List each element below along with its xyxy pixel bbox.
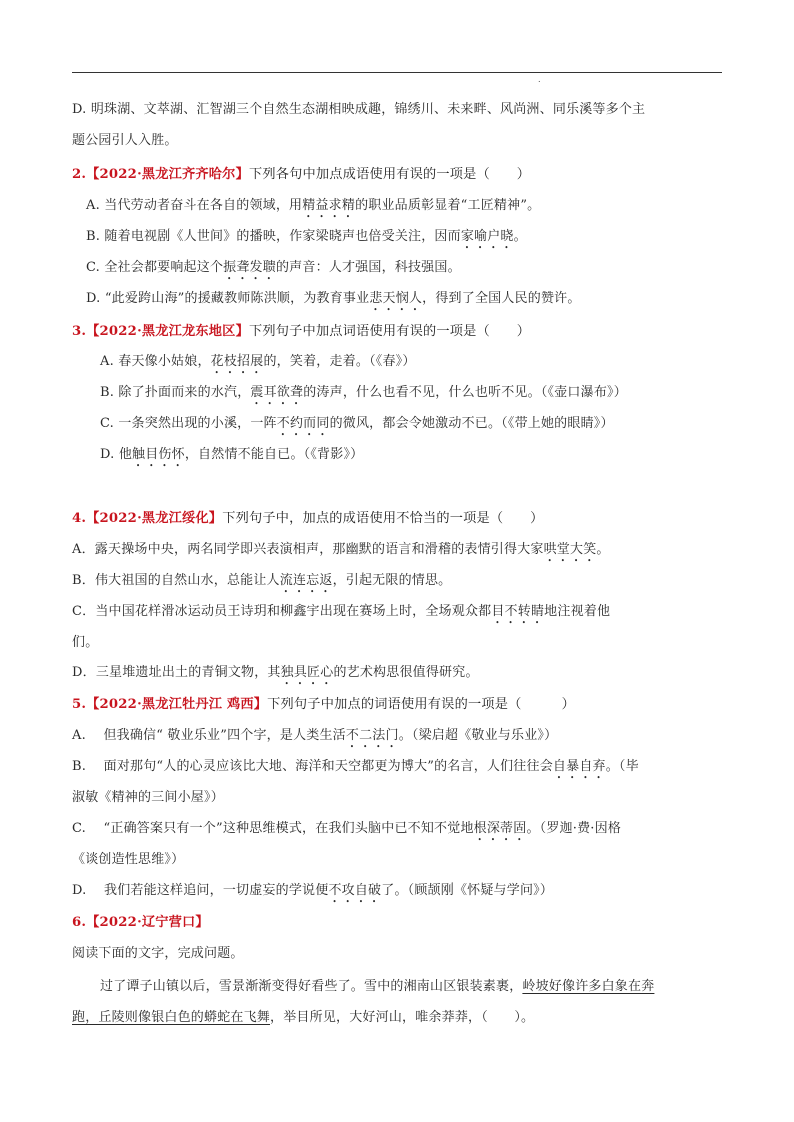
q4-a-pre: A．露天操场中央，两名同学即兴表演相声，那幽默的语言和滑稽的表情引得大家: [72, 542, 544, 557]
q2-stem: [72, 166, 530, 184]
q3-option-b: [100, 384, 627, 408]
q4-option-c-line2: [72, 634, 98, 652]
q3-b-post: 的涛声，什么也看不见，什么也听不见。（《壶口瀑布》）: [303, 385, 627, 400]
q5-a-pre: A. 但我确信“ 敬业乐业”四个字，是人类生活: [72, 728, 346, 743]
q2-c-idiom: 振聋发聩: [223, 260, 276, 275]
q5-b-word: 自暴自弃: [552, 759, 606, 774]
q5-c-post: 。（罗迦·费·因格: [526, 821, 622, 836]
q2-d-pre: D. “此爱跨山海”的援藏教师陈洪顺，为教育事业: [86, 291, 370, 306]
q2-d-post: ，得到了全国人民的赞许。: [422, 291, 581, 306]
q5-b-post: 。（毕: [605, 759, 639, 774]
q6-passage-line1: [100, 978, 654, 996]
q6-stem: [72, 914, 209, 932]
q2-b-pre: B. 随着电视剧《人世间》的播映，作家梁晓声也倍受关注，因而: [86, 229, 461, 244]
q6-number: 6.: [72, 915, 87, 930]
prev-option-d-text: D. 明珠湖、文萃湖、汇智湖三个自然生态湖相映成趣，锦绣川、未来畔、风尚洲、同乐溪等多个主: [72, 102, 646, 117]
q2-option-c: [86, 259, 461, 283]
q5-option-b: [72, 758, 639, 782]
header-rule: [72, 72, 722, 73]
q6-instruction-text: 阅读下面的文字，完成问题。: [72, 946, 244, 961]
q2-option-a: [86, 197, 540, 221]
prev-option-d-text-2: 题公园引人入胜。: [72, 133, 178, 148]
prev-option-d-line1: [72, 101, 645, 119]
q4-b-idiom: 流连忘返: [279, 573, 333, 588]
q2-option-b: [86, 228, 527, 252]
q3-d-post: ，自然情不能自已。（《背影》）: [184, 447, 364, 462]
q4-option-d: [72, 664, 479, 688]
q4-stem-text: 下列句子中，加点的成语使用不恰当的一项是（ ）: [222, 511, 544, 526]
q3-option-c: [100, 415, 614, 439]
q4-a-idiom: 哄堂大笑: [543, 542, 597, 557]
q2-d-idiom: 悲天悯人: [369, 291, 423, 306]
q3-b-pre: B. 除了扑面而来的水汽，: [100, 385, 251, 400]
q3-stem: [72, 323, 530, 341]
q6-underlined-sentence-2: 跑，丘陵则像银白色的蟒蛇在飞舞: [72, 1010, 271, 1025]
q2-stem-text: 下列各句中加点成语使用有误的一项是（ ）: [248, 167, 531, 182]
q2-a-pre: A. 当代劳动者奋斗在各自的领域，用: [86, 198, 303, 213]
q4-c-idiom: 目不转睛: [491, 604, 545, 619]
q3-d-pre: D. 他: [100, 447, 133, 462]
q5-a-word: 不二法门: [345, 728, 399, 743]
q5-option-d: [72, 882, 553, 906]
q6-underlined-sentence: 岭坡好像许多白象在奔: [522, 979, 655, 994]
q6-source: 【2022·辽宁营口】: [86, 915, 209, 930]
q4-a-post: 。: [596, 542, 610, 557]
q6-passage-text: 过了谭子山镇以后，雪景渐渐变得好看些了。雪中的湘南山区银装素裹，: [100, 979, 523, 994]
q3-option-d: [100, 446, 363, 470]
q4-c-pre: C．当中国花样滑冰运动员王诗玥和柳鑫宇出现在赛场上时，全场观众都: [72, 604, 492, 619]
q4-stem: [72, 510, 544, 528]
q6-instruction: [72, 945, 244, 963]
q4-d-pre: D．三星堆遗址出土的青铜文物，其: [72, 665, 281, 680]
q2-c-post: 的声音：人才强国，科技强国。: [275, 260, 461, 275]
q5-b-pre: B. 面对那句“人的心灵应该比大地、海洋和天空都更为博大”的名言，人们往往会: [72, 759, 553, 774]
q4-option-c: [72, 603, 610, 627]
q5-stem-text: 下列句子中加点的词语使用有误的一项是（ ）: [267, 697, 576, 712]
header-dot: .: [538, 75, 541, 84]
q3-c-pre: C. 一条突然出现的小溪，一阵: [100, 416, 277, 431]
q3-c-post: 的微风，都会令她激动不已。（《带上她的眼睛》）: [329, 416, 614, 431]
q4-c-post: 地注视着他: [544, 604, 611, 619]
q4-b-post: ，引起无限的情思。: [332, 573, 452, 588]
q3-a-post: 的，笑着，走着。（《春》）: [263, 354, 416, 369]
q5-c-word: 根深蒂固: [473, 821, 527, 836]
q3-c-word: 不约而同: [276, 416, 330, 431]
q5-option-c: [72, 820, 621, 844]
q3-stem-text: 下列句子中加点词语使用有误的一项是（ ）: [248, 324, 531, 339]
q5-c-line2-text: 《谈创造性思维》）: [72, 852, 185, 867]
q4-option-b: [72, 572, 451, 596]
q3-number: 3.: [72, 324, 87, 339]
q5-stem: [72, 696, 575, 714]
q5-d-word: 不攻自破: [328, 883, 382, 898]
q3-b-word: 震耳欲聋: [250, 385, 304, 400]
q2-a-post: 的职业品质彰显着“工匠精神”。: [355, 198, 541, 213]
q4-c-line2-text: 们。: [72, 635, 99, 650]
q6-passage-text-2: ，举目所见，大好河山，唯余莽莽，（ ）。: [270, 1010, 535, 1025]
q2-b-idiom: 家喻户晓: [460, 229, 514, 244]
q4-d-post: 的艺术构思很值得研究。: [333, 665, 479, 680]
q2-option-d: [86, 290, 581, 314]
q3-option-a: [100, 353, 416, 377]
q4-source: 【2022·黑龙江绥化】: [86, 511, 223, 526]
q3-source: 【2022·黑龙江龙东地区】: [86, 324, 249, 339]
q3-a-word: 花枝招展: [210, 354, 264, 369]
q4-b-pre: B．伟大祖国的自然山水，总能让人: [72, 573, 280, 588]
q2-number: 2.: [72, 167, 87, 182]
q2-source: 【2022·黑龙江齐齐哈尔】: [86, 167, 249, 182]
q5-b-line2-text: 淑敏《精神的三间小屋》）: [72, 790, 224, 805]
q3-d-word: 触目伤怀: [132, 447, 185, 462]
q4-option-a: [72, 541, 610, 565]
q5-option-c-line2: [72, 851, 184, 869]
q2-b-post: 。: [513, 229, 527, 244]
q5-source: 【2022·黑龙江牡丹江 鸡西】: [86, 697, 268, 712]
q5-d-post: 了。（顾颉刚《怀疑与学问》）: [381, 883, 554, 898]
q4-number: 4.: [72, 511, 87, 526]
q6-passage-line2: [72, 1009, 534, 1027]
q5-option-b-line2: [72, 789, 224, 807]
q2-a-idiom: 精益求精: [302, 198, 356, 213]
q2-c-pre: C. 全社会都要响起这个: [86, 260, 224, 275]
q5-d-pre: D. 我们若能这样追问，一切虚妄的学说便: [72, 883, 329, 898]
q4-d-idiom: 独具匠心: [280, 665, 334, 680]
q5-a-post: 。（梁启超《敬业与乐业》）: [398, 728, 558, 743]
prev-option-d-line2: [72, 132, 178, 150]
q5-number: 5.: [72, 697, 87, 712]
q5-option-a: [72, 727, 557, 751]
q5-c-pre: C. “正确答案只有一个”这种思维模式，在我们头脑中已不知不觉地: [72, 821, 474, 836]
q3-a-pre: A. 春天像小姑娘，: [100, 354, 211, 369]
